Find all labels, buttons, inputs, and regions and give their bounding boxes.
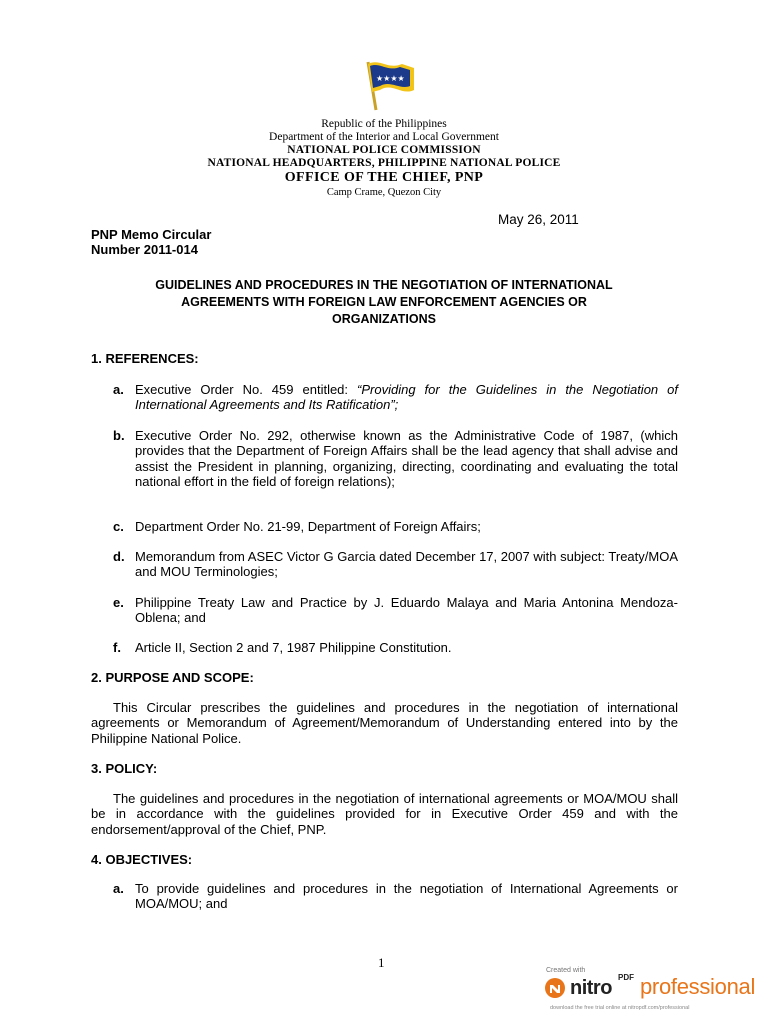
item-letter: b. <box>113 428 125 443</box>
reference-item-c <box>113 519 678 534</box>
nitro-logo-icon <box>544 977 566 999</box>
pnp-flag-emblem <box>358 56 418 112</box>
memo-circular-number <box>91 227 211 257</box>
reference-item-e <box>113 595 678 626</box>
letterhead-office: OFFICE OF THE CHIEF, PNP <box>284 170 484 185</box>
item-text: Memorandum from ASEC Victor G Garcia dated December 17, 2007 with subject: Treaty/MOA and MOU Terminologies; <box>135 549 678 580</box>
reference-item-a <box>113 382 678 413</box>
item-text: To provide guidelines and procedures in the negotiation of International Agreements or MOA/MOU; and <box>135 881 678 912</box>
objective-item-a <box>113 881 678 912</box>
watermark-edition: professional <box>640 974 756 999</box>
memo-line-1: PNP Memo Circular <box>91 227 212 242</box>
letterhead-napolcom: NATIONAL POLICE COMMISSION <box>287 144 481 156</box>
heading-objectives: 4. OBJECTIVES: <box>91 852 193 867</box>
item-letter: e. <box>113 595 124 610</box>
letterhead-republic: Republic of the Philippines <box>321 118 447 130</box>
document-date: May 26, 2011 <box>498 212 579 227</box>
item-text: Article II, Section 2 and 7, 1987 Philippine Constitution. <box>135 640 452 655</box>
item-letter: a. <box>113 881 124 896</box>
page-number: 1 <box>378 955 385 970</box>
reference-item-b <box>113 428 678 490</box>
watermark-tagline: download the free trial online at nitropdf.com/professional <box>550 1005 690 1011</box>
heading-purpose-scope: 2. PURPOSE AND SCOPE: <box>91 670 254 685</box>
item-letter: f. <box>113 640 121 655</box>
item-italic-text: “Providing for the Guidelines in the Negotiation of International Agreements and Its Ratification”; <box>135 382 678 413</box>
reference-item-f <box>113 640 678 655</box>
letterhead-department: Department of the Interior and Local Government <box>269 131 499 143</box>
svg-text:★★★★: ★★★★ <box>376 74 405 83</box>
item-text: Executive Order No. 292, otherwise known as the Administrative Code of 1987, (which provides that the Department of Foreign Affairs shall be the lead agency that shall advise and assist the President in planning, organizing, directing, coordinating and evaluating the total national effort in the field of foreign relations); <box>135 428 678 490</box>
item-text: Department Order No. 21-99, Department of Foreign Affairs; <box>135 519 481 534</box>
memo-line-2: Number 2011-014 <box>91 242 198 257</box>
policy-paragraph: The guidelines and procedures in the negotiation of international agreements or MOA/MOU shall be in accordance with the guidelines provided for in Executive Order 459 and with the endorsement/approval of the Chief, PNP. <box>91 791 678 837</box>
reference-item-d <box>113 549 678 580</box>
item-letter: d. <box>113 549 125 564</box>
title-line-3: ORGANIZATIONS <box>332 312 436 326</box>
item-letter: a. <box>113 382 124 397</box>
watermark-sup: PDF <box>618 973 634 982</box>
title-line-2: AGREEMENTS WITH FOREIGN LAW ENFORCEMENT AGENCIES OR <box>181 295 587 309</box>
letterhead-nhq: NATIONAL HEADQUARTERS, PHILIPPINE NATIONAL POLICE <box>207 157 561 169</box>
watermark-created-with: Created with <box>546 967 586 974</box>
document-title <box>91 277 677 328</box>
letterhead-location: Camp Crame, Quezon City <box>326 187 442 198</box>
heading-policy: 3. POLICY: <box>91 761 158 776</box>
title-line-1: GUIDELINES AND PROCEDURES IN THE NEGOTIATION OF INTERNATIONAL <box>155 278 613 292</box>
item-letter: c. <box>113 519 124 534</box>
purpose-paragraph: This Circular prescribes the guidelines and procedures in the negotiation of international agreements or Memorandum of Agreement/Memorandum of Understanding entered into by the Philippine National Police. <box>91 700 678 746</box>
heading-references: 1. REFERENCES: <box>91 351 199 366</box>
nitro-watermark <box>540 965 768 1024</box>
watermark-brand: nitro <box>570 977 612 999</box>
item-text: Executive Order No. 459 entitled: <box>135 382 358 397</box>
item-text: Philippine Treaty Law and Practice by J. Eduardo Malaya and Maria Antonina Mendoza-Oblena; and <box>135 595 678 626</box>
letterhead <box>0 118 768 199</box>
